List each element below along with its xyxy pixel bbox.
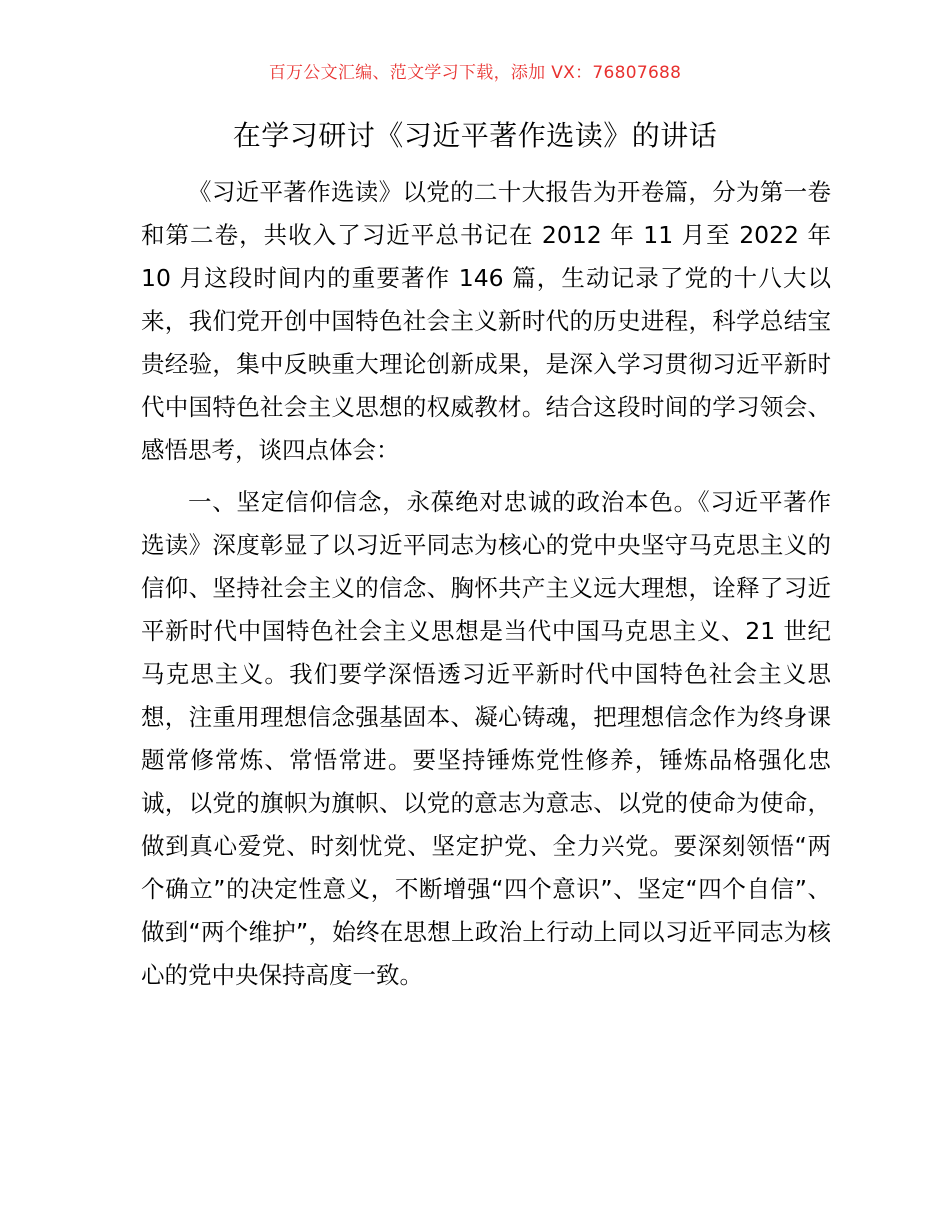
paragraph-point-one: 一、坚定信仰信念，永葆绝对忠诚的政治本色。《习近平著作选读》深度彰显了以习近平同志为核心的党中央坚守马克思主义的信仰、坚持社会主义的信念、胸怀共产主义远大理想，诠释了习近平新时代中国特色社会主义思想是当代中国马克思主义、21 世纪马克思主义。我们要学深悟透习近平新时代中国特色社会主义思想，注重用理想信念强基固本、凝心铸魂，把理想信念作为终身课题常修常炼、常悟常进。要坚持锤炼党性修养，锤炼品格强化忠诚，以党的旗帜为旗帜、以党的意志为意志、以党的使命为使命，做到真心爱党、时刻忧党、坚定护党、全力兴党。要深刻领悟“两个确立”的决定性意义，不断增强“四个意识”、坚定“四个自信”、做到“两个维护”，始终在思想上政治上行动上同以习近平同志为核心的党中央保持高度一致。	[141, 488, 831, 989]
header-contact-note: 百万公文汇编、范文学习下载，添加 VX：76807688	[268, 63, 682, 83]
paragraph-intro: 《习近平著作选读》以党的二十大报告为开卷篇，分为第一卷和第二卷，共收入了习近平总书记在 2012 年 11 月至 2022 年 10 月这段时间内的重要著作 146 篇，生动记录了党的十八大以来，我们党开创中国特色社会主义新时代的历史进程，科学总结宝贵经验，集中反映重大理论创新成果，是深入学习贯彻习近平新时代中国特色社会主义思想的权威教材。结合这段时间的学习领会、感悟思考，谈四点体会：	[141, 178, 831, 464]
document-title: 在学习研讨《习近平著作选读》的讲话	[232, 119, 718, 152]
document-body	[141, 171, 831, 997]
